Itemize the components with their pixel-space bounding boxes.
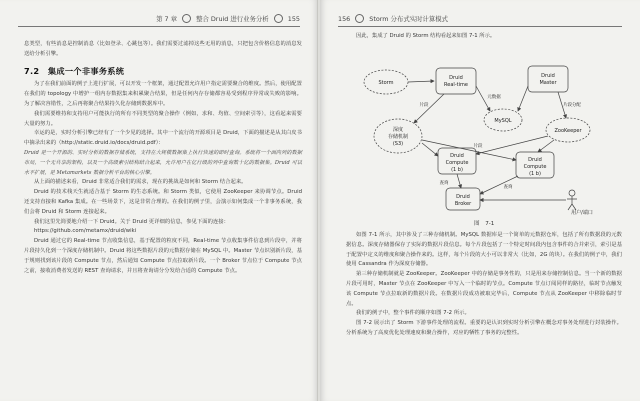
edge-label: 查询 <box>503 185 513 190</box>
paragraph: Druid 通过它的 Real-time 节点收集信息，基于配置的粒度不同，Real-time 节点收集事件信息到片段中，并将片段持久化到一个深度存储机制中。Druid 将这些数据片段的元数据存储在 MySQL 中。Master 节点识别新片段，基于规则找到该片段的 Compute 节点，然后通知 Compute 节点拉取新片段。一个 Broker 节点位于 Compute 节点之前，接收消费者发送的 REST 查询请求，并且将查询请分分发给合适的 Compute 节点。 <box>24 238 302 274</box>
chapter-title: 整合 Druid 进行业务分析 <box>196 15 269 23</box>
compute-label: Compute <box>523 164 547 170</box>
paragraph: 如图 7-1 所示，其中涉及了三种存储机制。MySQL 数据库是一个简单的元数据仓库，包括了所有数据段的元数据信息。深度存储器保存了实际的数据片段信息。每个片段包括了一个特定时间段内包含事件的合并索引，索引是基于配置中定义的维度和聚合操作来的。这样，每个片段的大小可以非常大（比如，2G 的块）。在我们的例子中，我们使用 Cassandra 作为深度存储器。 <box>346 232 622 268</box>
druid-realtime-node <box>436 68 476 94</box>
right-page-header <box>338 14 448 24</box>
section-heading: 7.2 集成一个非事务系统 <box>24 65 125 76</box>
paragraph: 为了在我们前面的例子上进行扩展，可以开发一个框架，通过配置允许用户指定需要聚合的维度。然后，使用配置在我们的 topology 中增护一组内存数据集来积累聚合结果，但是任何内存存储都容易受到程序异常或失败的影响。为了解决容错性，之后再将聚合结果持久化存储到数据库中。 <box>24 81 302 107</box>
architecture-diagram <box>358 48 608 216</box>
compute-label: Druid <box>450 153 464 159</box>
zookeeper-label: ZooKeeper <box>554 128 582 134</box>
link[interactable]: https://github.com/metamx/druid/wiki <box>34 228 137 235</box>
deep-storage-label: 存储机制 <box>387 134 409 140</box>
paragraph: 我们这里先简要地介绍一下 Druid。关于 Druid 更详细的信息，参见下面的连接： <box>34 218 230 225</box>
paragraph: 幸运的是，实时分析引擎已经有了一个少见的选择。其中一个流行的开源项目是 Druid，下面的描述是从其白皮书中摘录出来的（http://static.druid.io/docs/druid.pdf）： <box>24 130 302 147</box>
left-page <box>0 0 318 401</box>
paragraph: 息类型，有些消息是控制消息（比如登录、心跳包等）。我们需要过滤掉这些无用的消息，只把包含价格信息的消息发送给分析引擎。 <box>24 41 302 57</box>
gear-icon <box>182 14 191 23</box>
page-number: 156 <box>338 15 351 23</box>
left-page-body <box>24 40 302 276</box>
quote-block: Druid 是一个开源的、实时分析的数据存储系统，支持在大规模数据集上执行快速的即时查询。系统将一个面向列的数据布局，一个无共享的架构，以及一个高级索引结构结合起来，允许用户在亿行级的列中查询数十亿的数据集。Druid 可以水平扩展，是 Metamarkets 数据分析平台的核心引擎。 <box>24 149 302 176</box>
header-rule <box>338 26 622 27</box>
paragraph: 我们需要维持和支持用户可能执行的所有不同类型的聚合操作（例如，求和、均值、空间索引等），这看起来需要大量的努力。 <box>24 110 302 127</box>
page-number: 155 <box>287 15 300 23</box>
edge-label: 片段分配 <box>563 103 581 108</box>
broker-label: Broker <box>454 201 472 207</box>
compute-label: (1 b) <box>529 171 541 177</box>
intro <box>346 32 622 42</box>
figure-caption: 图 7-1 <box>474 221 495 227</box>
compute-label: (1 b) <box>451 167 463 173</box>
user-icon <box>569 190 575 196</box>
storm-label: Storm <box>378 80 394 86</box>
paragraph: 我们的例子中，整个事件的顺序如图 7-2 所示。 <box>356 310 470 317</box>
paragraph: 图 7-2 展示出了 Storm 下游事件处理的流程。重要的是认识到实时分析引擎在概念对事务处理进行封装操作。分析系统为了高度优化处理速度和聚合操作，对应的牺牲了事务的完整性。 <box>346 320 622 336</box>
edge-label: 元数据 <box>487 95 501 100</box>
broker-label: Druid <box>456 194 470 200</box>
header-rule <box>18 26 300 27</box>
compute-label: Druid <box>528 157 542 163</box>
druid-master-node <box>528 66 568 92</box>
user-label: 用户/端口 <box>571 210 593 216</box>
compute-label: Compute <box>445 160 469 166</box>
book-title: Storm 分布式实时计算模式 <box>369 15 449 23</box>
master-label: Druid <box>541 73 555 79</box>
master-label: Master <box>539 80 557 86</box>
edge-label: 片段 <box>473 144 483 149</box>
edge-label: 查询 <box>439 181 449 186</box>
paragraph: 第三种存储机制就是 ZooKeeper。ZooKeeper 中的存储是事务性的，只是用来存储控制信息。当一个新的数据片段可用时，Master 节点在 ZooKeeper 中写入一个临时的节点。Compute 节点订阅同样的路径，临时节点触发该 Compute 节点拉取新的数据片段。在数据片段成功被取完毕后，Compute 节点从 ZooKeeper 中移除临时节点。 <box>346 271 622 307</box>
left-page-header <box>156 14 300 24</box>
gear-icon <box>355 14 364 23</box>
deep-storage-label: 深度 <box>392 127 404 133</box>
chapter-label: 第 7 章 <box>156 15 177 23</box>
edge-label: 片段 <box>419 103 429 108</box>
realtime-label: Real-time <box>444 82 468 88</box>
mysql-label: MySQL <box>494 118 512 124</box>
realtime-label: Druid <box>449 75 463 81</box>
deep-storage-label: (S3) <box>392 141 404 147</box>
gear-icon <box>274 14 283 23</box>
paragraph: 从上面的描述来看，Druid 非常适合我们的需求，现在的挑战是如何和 Storm 结合起来。 <box>34 179 247 186</box>
paragraph: Druid 的技术栈天生就适合基于 Storm 的生态系统。和 Storm 类似，它使用 ZooKeeper 来协调节点。Druid 还支持直接和 Kafka 集成。在一些场景下，这是非常合理的。在我们的例子里，会演示如何集成一个非事务系统，我们会将 Druid 和 Storm 连接起来。 <box>24 189 302 215</box>
paragraph: 因此，集成了 Druid 的 Storm 结构看起来如图 7-1 所示。 <box>356 33 496 39</box>
